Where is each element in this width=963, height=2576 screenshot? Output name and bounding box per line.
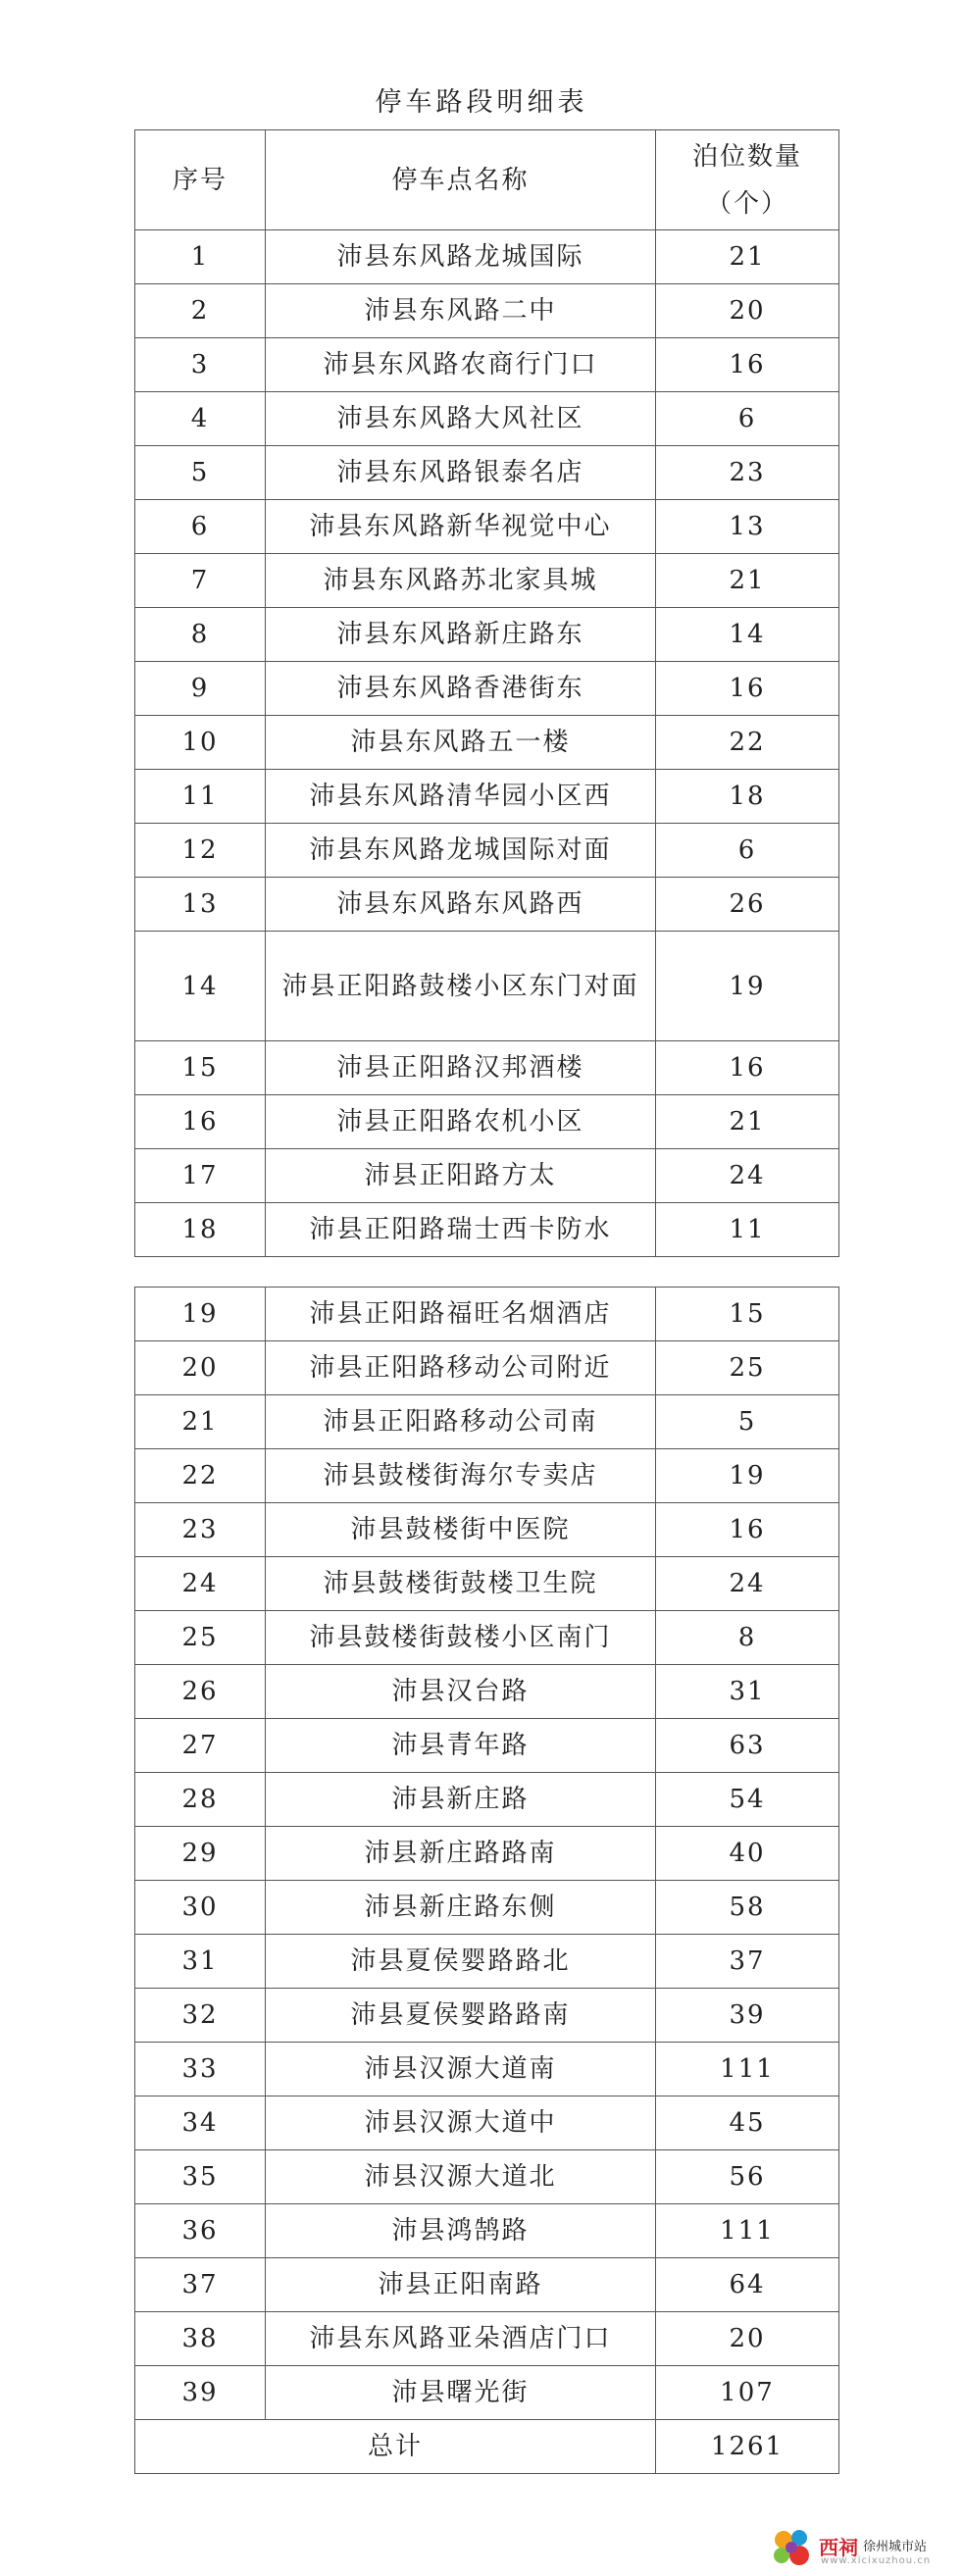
row-index: 15 [135, 1041, 266, 1095]
row-index: 29 [135, 1827, 266, 1881]
row-index: 32 [135, 1989, 266, 2043]
table-body-part2 [135, 1288, 839, 2420]
row-space-count: 56 [656, 2150, 839, 2204]
table-row [135, 2096, 839, 2150]
table-row [135, 338, 839, 392]
row-index: 6 [135, 500, 266, 554]
row-index: 12 [135, 824, 266, 878]
row-space-count: 19 [656, 932, 839, 1041]
row-location-name: 沛县鸿鹄路 [266, 2204, 656, 2258]
row-location-name: 沛县正阳路汉邦酒楼 [266, 1041, 656, 1095]
row-index: 18 [135, 1203, 266, 1257]
row-space-count: 8 [656, 1611, 839, 1665]
table-row [135, 2043, 839, 2096]
row-space-count: 11 [656, 1203, 839, 1257]
table-row [135, 1341, 839, 1395]
row-space-count: 16 [656, 1503, 839, 1557]
table-row [135, 1989, 839, 2043]
row-space-count: 22 [656, 716, 839, 770]
table-body-part1 [135, 230, 839, 1257]
row-space-count: 16 [656, 662, 839, 716]
row-location-name: 沛县东风路龙城国际 [266, 230, 656, 284]
row-location-name: 沛县东风路新华视觉中心 [266, 500, 656, 554]
table-row [135, 1773, 839, 1827]
table-row [135, 446, 839, 500]
table-row [135, 662, 839, 716]
table-row [135, 2312, 839, 2366]
row-location-name: 沛县正阳路鼓楼小区东门对面 [266, 932, 656, 1041]
page-title: 停车路段明细表 [375, 87, 588, 118]
row-space-count: 24 [656, 1557, 839, 1611]
row-index: 31 [135, 1935, 266, 1989]
row-index: 20 [135, 1341, 266, 1395]
table-row [135, 1041, 839, 1095]
row-location-name: 沛县新庄路路南 [266, 1827, 656, 1881]
row-location-name: 沛县东风路香港街东 [266, 662, 656, 716]
row-space-count: 15 [656, 1288, 839, 1341]
row-location-name: 沛县东风路农商行门口 [266, 338, 656, 392]
row-location-name: 沛县正阳路农机小区 [266, 1095, 656, 1149]
row-index: 24 [135, 1557, 266, 1611]
table-row [135, 1449, 839, 1503]
row-space-count: 21 [656, 230, 839, 284]
table-header-row [135, 130, 839, 230]
row-location-name: 沛县鼓楼街鼓楼小区南门 [266, 1611, 656, 1665]
table-row [135, 716, 839, 770]
table-row [135, 1203, 839, 1257]
row-index: 23 [135, 1503, 266, 1557]
row-index: 2 [135, 284, 266, 338]
row-index: 30 [135, 1881, 266, 1935]
row-index: 8 [135, 608, 266, 662]
row-location-name: 沛县东风路亚朵酒店门口 [266, 2312, 656, 2366]
table-row [135, 1935, 839, 1989]
row-index: 21 [135, 1395, 266, 1449]
total-value: 1261 [656, 2420, 839, 2474]
table-row [135, 608, 839, 662]
table-row [135, 230, 839, 284]
row-space-count: 58 [656, 1881, 839, 1935]
row-location-name: 沛县东风路银泰名店 [266, 446, 656, 500]
row-index: 25 [135, 1611, 266, 1665]
row-index: 27 [135, 1719, 266, 1773]
row-space-count: 31 [656, 1665, 839, 1719]
header-index: 序号 [135, 130, 266, 230]
row-space-count: 25 [656, 1341, 839, 1395]
row-location-name: 沛县青年路 [266, 1719, 656, 1773]
table-row [135, 878, 839, 932]
row-space-count: 107 [656, 2366, 839, 2420]
row-index: 17 [135, 1149, 266, 1203]
row-space-count: 40 [656, 1827, 839, 1881]
row-space-count: 111 [656, 2204, 839, 2258]
row-location-name: 沛县新庄路 [266, 1773, 656, 1827]
row-space-count: 13 [656, 500, 839, 554]
row-space-count: 54 [656, 1773, 839, 1827]
row-index: 13 [135, 878, 266, 932]
row-space-count: 21 [656, 1095, 839, 1149]
table-row [135, 1095, 839, 1149]
row-space-count: 18 [656, 770, 839, 824]
row-space-count: 14 [656, 608, 839, 662]
row-location-name: 沛县鼓楼街鼓楼卫生院 [266, 1557, 656, 1611]
row-space-count: 21 [656, 554, 839, 608]
watermark-logo [770, 2528, 963, 2569]
table-row [135, 2150, 839, 2204]
row-index: 37 [135, 2258, 266, 2312]
row-location-name: 沛县夏侯婴路路北 [266, 1935, 656, 1989]
table-row [135, 1665, 839, 1719]
row-index: 26 [135, 1665, 266, 1719]
row-space-count: 20 [656, 284, 839, 338]
row-location-name: 沛县正阳路福旺名烟酒店 [266, 1288, 656, 1341]
table-row [135, 2204, 839, 2258]
row-space-count: 5 [656, 1395, 839, 1449]
row-index: 38 [135, 2312, 266, 2366]
row-location-name: 沛县东风路新庄路东 [266, 608, 656, 662]
table-row [135, 1288, 839, 1341]
parking-table-part2 [134, 1287, 839, 2474]
table-row [135, 554, 839, 608]
row-space-count: 16 [656, 338, 839, 392]
row-space-count: 37 [656, 1935, 839, 1989]
row-location-name: 沛县曙光街 [266, 2366, 656, 2420]
row-space-count: 26 [656, 878, 839, 932]
table-row [135, 1503, 839, 1557]
row-index: 33 [135, 2043, 266, 2096]
row-index: 9 [135, 662, 266, 716]
table-row [135, 2258, 839, 2312]
row-index: 28 [135, 1773, 266, 1827]
row-index: 5 [135, 446, 266, 500]
total-row [135, 2420, 839, 2474]
row-index: 39 [135, 2366, 266, 2420]
row-location-name: 沛县东风路二中 [266, 284, 656, 338]
watermark-url: www.xicixuzhou.cn [821, 2555, 932, 2566]
row-space-count: 6 [656, 824, 839, 878]
total-label: 总计 [135, 2420, 656, 2474]
row-location-name: 沛县正阳路移动公司附近 [266, 1341, 656, 1395]
row-index: 1 [135, 230, 266, 284]
row-index: 16 [135, 1095, 266, 1149]
table-row [135, 1611, 839, 1665]
row-location-name: 沛县夏侯婴路路南 [266, 1989, 656, 2043]
row-space-count: 19 [656, 1449, 839, 1503]
row-space-count: 111 [656, 2043, 839, 2096]
row-space-count: 23 [656, 446, 839, 500]
row-index: 34 [135, 2096, 266, 2150]
row-location-name: 沛县东风路大风社区 [266, 392, 656, 446]
row-space-count: 6 [656, 392, 839, 446]
table-row [135, 1719, 839, 1773]
table-row [135, 824, 839, 878]
table-row [135, 2366, 839, 2420]
row-location-name: 沛县东风路清华园小区西 [266, 770, 656, 824]
table-row [135, 1881, 839, 1935]
row-space-count: 16 [656, 1041, 839, 1095]
row-location-name: 沛县东风路五一楼 [266, 716, 656, 770]
row-index: 10 [135, 716, 266, 770]
header-count: 泊位数量（个） [656, 130, 839, 230]
row-index: 22 [135, 1449, 266, 1503]
flower-logo-icon [770, 2528, 817, 2569]
table-row [135, 1827, 839, 1881]
header-name: 停车点名称 [266, 130, 656, 230]
row-location-name: 沛县汉源大道中 [266, 2096, 656, 2150]
parking-table-part1 [134, 129, 839, 1257]
table-row [135, 500, 839, 554]
row-index: 3 [135, 338, 266, 392]
table-row [135, 1149, 839, 1203]
row-location-name: 沛县汉源大道北 [266, 2150, 656, 2204]
row-index: 4 [135, 392, 266, 446]
row-space-count: 24 [656, 1149, 839, 1203]
table-row [135, 1557, 839, 1611]
row-location-name: 沛县汉台路 [266, 1665, 656, 1719]
row-index: 14 [135, 932, 266, 1041]
row-location-name: 沛县正阳路移动公司南 [266, 1395, 656, 1449]
table-row [135, 770, 839, 824]
row-index: 7 [135, 554, 266, 608]
row-space-count: 45 [656, 2096, 839, 2150]
row-space-count: 39 [656, 1989, 839, 2043]
row-space-count: 63 [656, 1719, 839, 1773]
row-location-name: 沛县东风路苏北家具城 [266, 554, 656, 608]
table-row [135, 1395, 839, 1449]
table-row [135, 284, 839, 338]
row-location-name: 沛县鼓楼街中医院 [266, 1503, 656, 1557]
row-location-name: 沛县汉源大道南 [266, 2043, 656, 2096]
row-location-name: 沛县东风路东风路西 [266, 878, 656, 932]
table-row [135, 392, 839, 446]
watermark-brand: 西祠 [819, 2536, 858, 2559]
row-location-name: 沛县正阳路方太 [266, 1149, 656, 1203]
watermark-subtitle: 徐州城市站 [863, 2540, 928, 2554]
row-location-name: 沛县正阳南路 [266, 2258, 656, 2312]
row-index: 36 [135, 2204, 266, 2258]
row-space-count: 64 [656, 2258, 839, 2312]
row-space-count: 20 [656, 2312, 839, 2366]
row-location-name: 沛县正阳路瑞士西卡防水 [266, 1203, 656, 1257]
table-row [135, 932, 839, 1041]
row-index: 35 [135, 2150, 266, 2204]
row-location-name: 沛县鼓楼街海尔专卖店 [266, 1449, 656, 1503]
row-location-name: 沛县新庄路东侧 [266, 1881, 656, 1935]
row-location-name: 沛县东风路龙城国际对面 [266, 824, 656, 878]
row-index: 11 [135, 770, 266, 824]
row-index: 19 [135, 1288, 266, 1341]
